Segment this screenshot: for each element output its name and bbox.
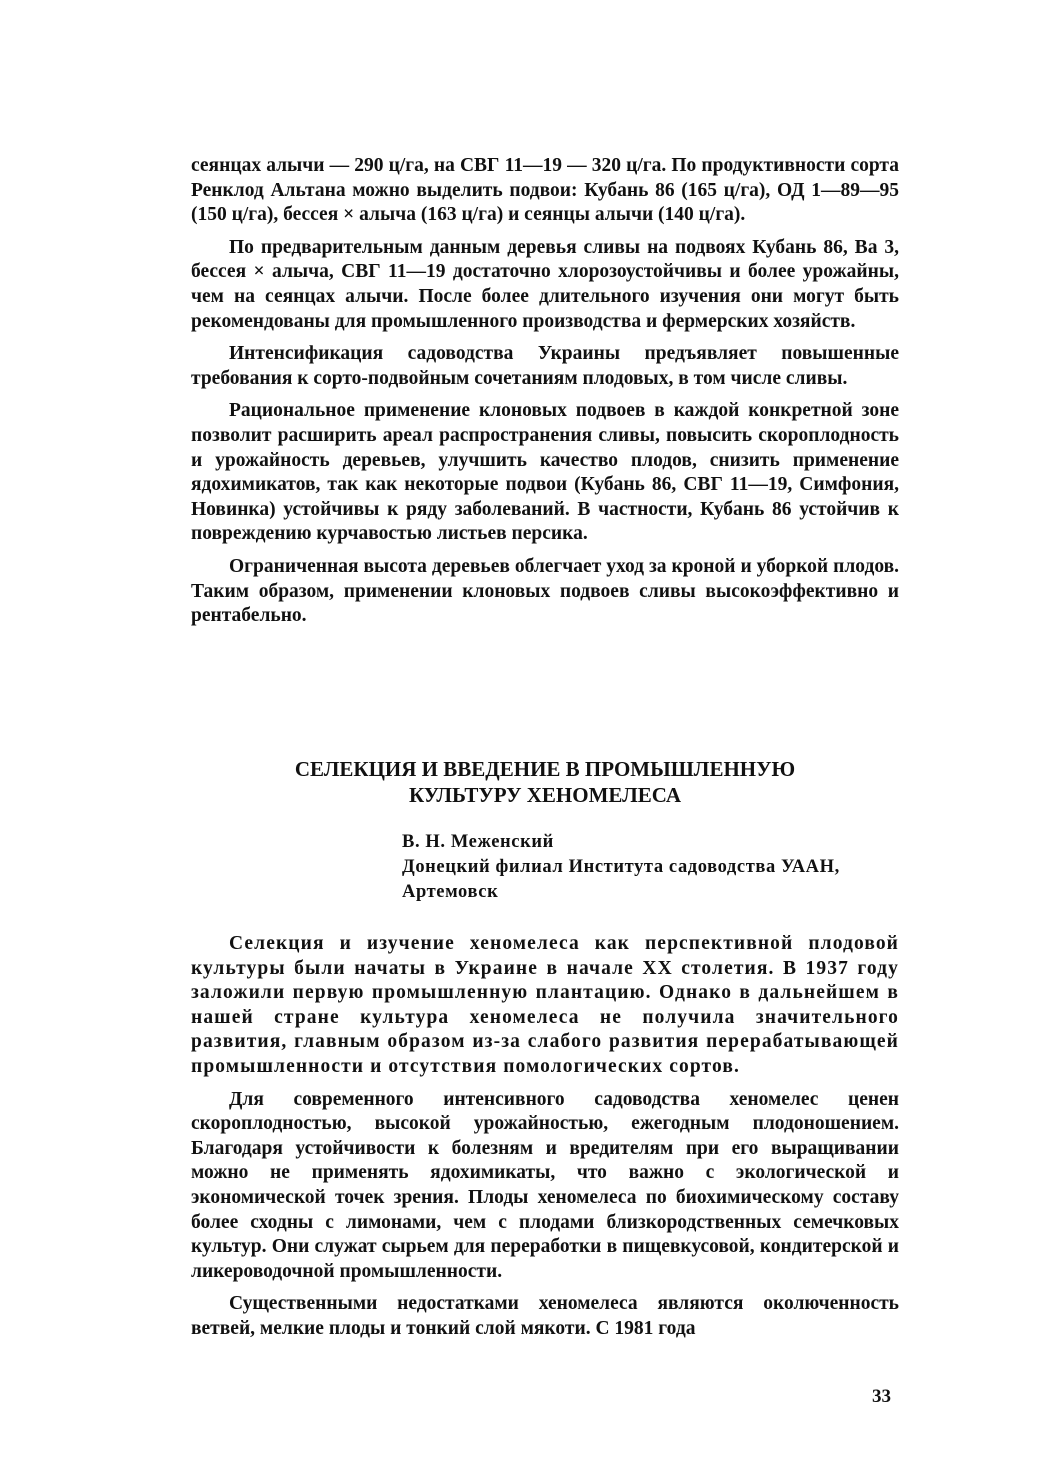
article-title-line: СЕЛЕКЦИЯ И ВВЕДЕНИЕ В ПРОМЫШЛЕННУЮ bbox=[294, 757, 796, 781]
paragraph: Селекция и изучение хеномелеса как перспективной плодовой культуры были начаты в Украине в начале XX столетия. В 1937 году заложили первую промышленную плантацию. Однако в дальнейшем в нашей стране культура хеномелеса не получила значительного развития, главным образом из-за слабого развития перерабатывающей промышленности и отсутствия помологических сортов. bbox=[191, 933, 899, 1077]
byline bbox=[402, 830, 902, 905]
paragraph: Ограниченная высота деревьев облегчает уход за кроной и уборкой плодов. Таким образом, применении клоновых подвоев сливы высокоэффективно и рентабельно. bbox=[191, 555, 899, 627]
paragraph: Существенными недостатками хеномелеса являются околюченность ветвей, мелкие плоды и тонкий слой мякоти. С 1981 года bbox=[191, 1293, 899, 1339]
author-name: В. Н. Меженский bbox=[402, 832, 554, 852]
paragraph: Для современного интенсивного садоводства хеномелес ценен скороплодностью, высокой урожайностью, ежегодным плодоношением. Благодаря устойчивости к болезням и вредителям при его выращивании можно не применять ядохимикаты, что важно с экологической и экономической точек зрения. Плоды хеномелеса по биохимическому составу более сходны с лимонами, чем с плодами близкородственных семечковых культур. Они служат сырьем для переработки в пищевкусовой, кондитерской и ликероводочной промышленности. bbox=[191, 1088, 899, 1282]
paragraph: Рациональное применение клоновых подвоев в каждой конкретной зоне позволит расширить ареал распространения сливы, повысить скороплодность и урожайность деревьев, улучшить качество плодов, снизить применение ядохимикатов, так как некоторые подвои (Кубань 86, СВГ 11—19, Симфония, Новинка) устойчивы к ряду заболеваний. В частности, Кубань 86 устойчив к повреждению курчавостью листьев персика. bbox=[191, 400, 899, 545]
article-body bbox=[191, 932, 899, 1342]
article-title bbox=[191, 756, 899, 808]
paragraph: Интенсификация садоводства Украины предъявляет повышенные требования к сорто-подвойным сочетаниям плодовых, в том числе сливы. bbox=[191, 343, 899, 389]
paragraph: По предварительным данным деревья сливы на подвоях Кубань 86, Ва 3, бессея × алыча, СВГ 11—19 достаточно хлорозоустойчивы и более урожайны, чем на сеянцах алычи. После более длительного изучения они могут быть рекомендованы для промышленного производства и фермерских хозяйств. bbox=[191, 236, 899, 332]
affiliation: Донецкий филиал Института садоводства УААН, bbox=[402, 857, 840, 877]
article-title-line: КУЛЬТУРУ ХЕНОМЕЛЕСА bbox=[408, 783, 682, 807]
previous-article-conclusion bbox=[191, 154, 899, 629]
paragraph: сеянцах алычи — 290 ц/га, на СВГ 11—19 — 320 ц/га. По продуктивности сорта Ренклод Альтана можно выделить подвои: Кубань 86 (165 ц/га), ОД 1—89—95 (150 ц/га), бессея × алыча (163 ц/га) и сеянцы алычи (140 ц/га). bbox=[191, 155, 899, 226]
page-number: 33 bbox=[872, 1386, 891, 1407]
affiliation-city: Артемовск bbox=[402, 882, 499, 902]
